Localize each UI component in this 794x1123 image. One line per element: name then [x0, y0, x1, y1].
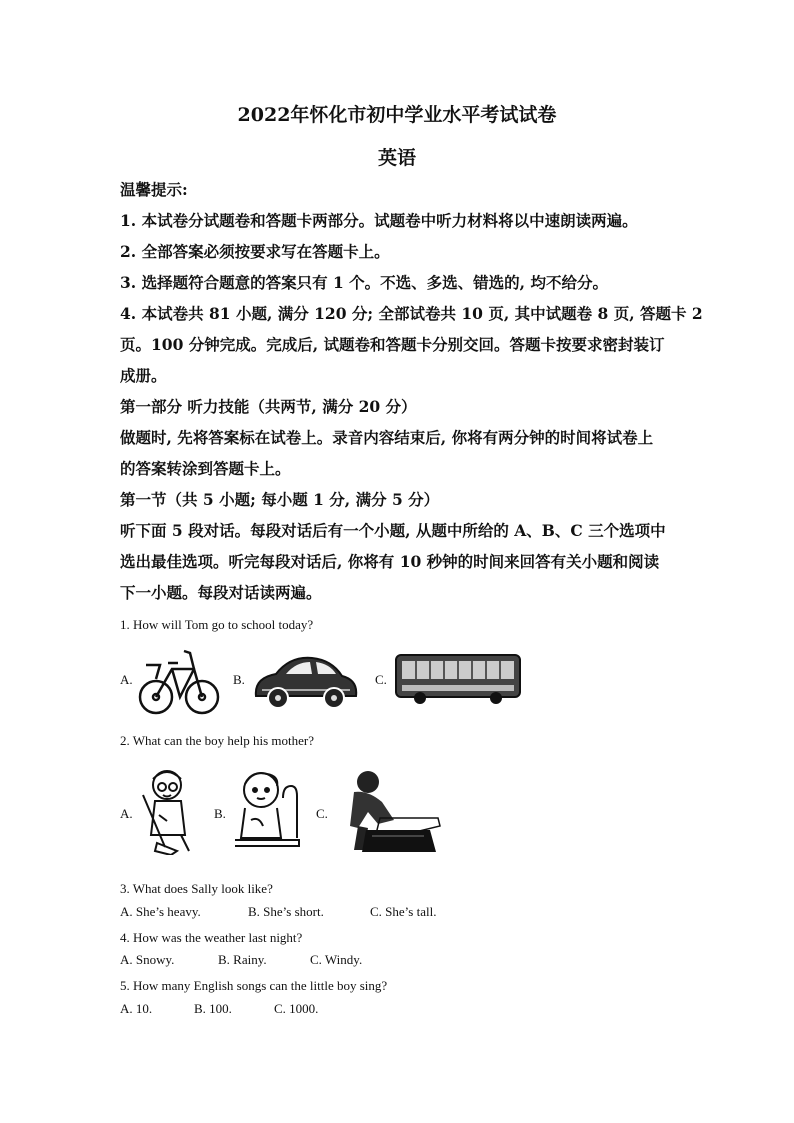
car-icon [250, 652, 362, 710]
question-5-text: 5. How many English songs can the little boy sing? [120, 978, 388, 993]
section1-instruction: 选出最佳选项。听完每段对话后, 你将有 10 秒钟的时间来回答有关小题和阅读 [120, 552, 660, 571]
bus-icon [394, 653, 522, 705]
question-1-option-b: B. [233, 672, 245, 687]
question-2-option-c: C. [316, 806, 328, 821]
part1-instruction: 做题时, 先将答案标在试卷上。录音内容结束后, 你将有两分钟的时间将试卷上 [120, 428, 654, 447]
question-4-option-a: A. Snowy. [120, 952, 175, 967]
tip-line: 4. 本试卷共 81 小题, 满分 120 分; 全部试卷共 10 页, 其中试题卷 8 页, 答题卡 2 [120, 304, 703, 323]
question-3-option-b: B. She’s short. [248, 904, 324, 919]
part1-instruction: 的答案转涂到答题卡上。 [120, 459, 291, 478]
question-5-option-b: B. 100. [194, 1001, 232, 1016]
tip-line: 2. 全部答案必须按要求写在答题卡上。 [120, 242, 390, 261]
question-4-option-b: B. Rainy. [218, 952, 267, 967]
question-4-text: 4. How was the weather last night? [120, 930, 303, 945]
question-3-options [120, 904, 520, 924]
boy-sweeping-icon [137, 765, 199, 855]
question-4-option-c: C. Windy. [310, 952, 363, 967]
question-2-text: 2. What can the boy help his mother? [120, 733, 314, 748]
section1-heading: 第一节（共 5 小题; 每小题 1 分, 满分 5 分） [120, 490, 440, 509]
question-3-option-c: C. She’s tall. [370, 904, 437, 919]
tip-line: 3. 选择题符合题意的答案只有 1 个。不选、多选、错选的, 均不给分。 [120, 273, 608, 292]
question-3-text: 3. What does Sally look like? [120, 881, 273, 896]
question-5-options [120, 1001, 520, 1021]
section1-instruction: 下一小题。每段对话读两遍。 [120, 583, 322, 602]
question-1-text: 1. How will Tom go to school today? [120, 617, 314, 632]
question-2-option-a: A. [120, 806, 133, 821]
boy-washing-icon [233, 768, 301, 856]
tip-line: 成册。 [120, 366, 167, 385]
question-5-option-c: C. 1000. [274, 1001, 319, 1016]
question-2-option-b: B. [214, 806, 226, 821]
exam-title: 2022年怀化市初中学业水平考试试卷 [237, 104, 557, 126]
boy-making-bed-icon [344, 768, 442, 860]
tip-line: 1. 本试卷分试题卷和答题卡两部分。试题卷中听力材料将以中速朗读两遍。 [120, 211, 638, 230]
question-1-option-c: C. [375, 672, 387, 687]
bicycle-icon [138, 645, 220, 717]
question-3-option-a: A. She’s heavy. [120, 904, 201, 919]
tips-heading: 温馨提示: [120, 180, 188, 199]
question-1-option-a: A. [120, 672, 133, 687]
section1-instruction: 听下面 5 段对话。每段对话后有一个小题, 从题中所给的 A、B、C 三个选项中 [120, 521, 666, 540]
part1-heading: 第一部分 听力技能（共两节, 满分 20 分） [120, 397, 417, 416]
question-5-option-a: A. 10. [120, 1001, 153, 1016]
subject-title: 英语 [377, 147, 416, 169]
tip-line: 页。100 分钟完成。完成后, 试题卷和答题卡分别交回。答题卡按要求密封装订 [120, 335, 665, 354]
question-4-options [120, 952, 520, 972]
